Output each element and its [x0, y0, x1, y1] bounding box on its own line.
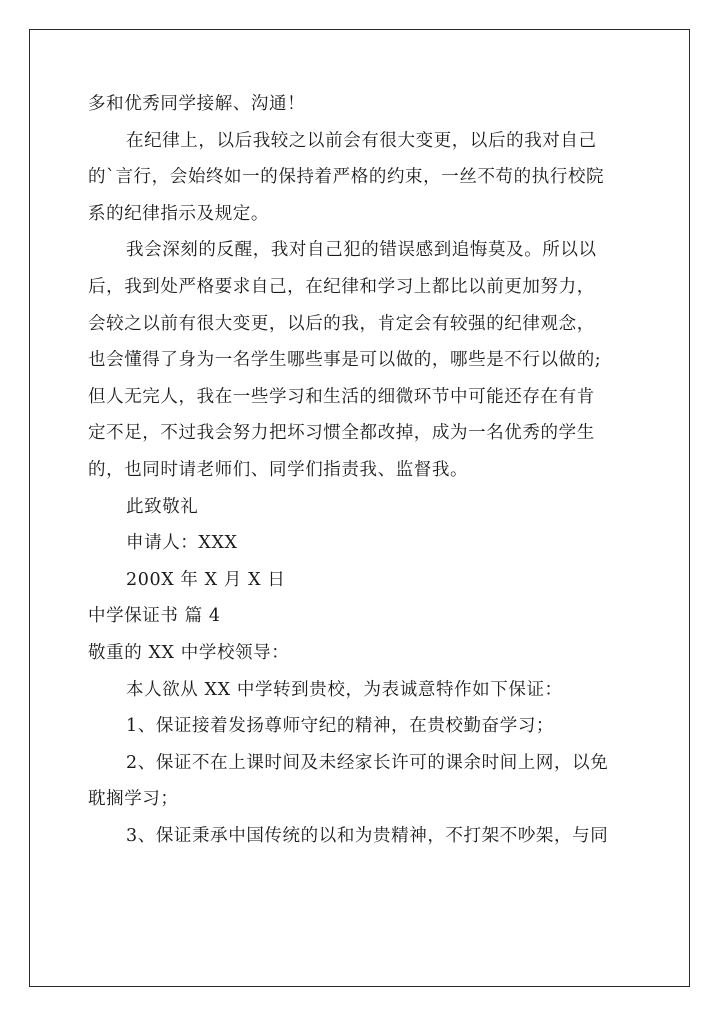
- pledge-item: 2、保证不在上课时间及未经家长许可的课余时间上网，以免: [126, 752, 609, 773]
- text-line: 在纪律上，以后我较之以前会有很大变更，以后的我对自己: [126, 130, 597, 151]
- closing-salutation: 此致敬礼: [126, 496, 199, 517]
- text-line: 后，我到处严格要求自己，在纪律和学习上都比以前更加努力，: [88, 276, 595, 297]
- text-line: 的，也同时请老师们、同学们指责我、监督我。: [88, 459, 469, 480]
- text-line: 定不足，不过我会努力把坏习惯全都改掉，成为一名优秀的学生: [88, 423, 595, 444]
- section-heading: 中学保证书 篇 4: [88, 606, 221, 627]
- text-line: 耽搁学习；: [88, 789, 179, 810]
- text-line: 我会深刻的反醒，我对自己犯的错误感到追悔莫及。所以以: [126, 240, 597, 261]
- document-body: [88, 86, 636, 854]
- pledge-item: 1、保证接着发扬尊师守纪的精神，在贵校勤奋学习；: [126, 716, 555, 737]
- greeting: 敬重的 XX 中学校领导：: [88, 642, 290, 663]
- pledge-item: 3、保证秉承中国传统的以和为贵精神，不打架不吵架，与同: [126, 825, 609, 846]
- text-line: 多和优秀同学接解、沟通！: [88, 94, 306, 114]
- text-line: 系的纪律指示及规定。: [88, 203, 269, 224]
- text-line: 会较之以前有很大变更，以后的我，肯定会有较强的纪律观念，: [88, 313, 595, 334]
- text-line: 的`言行，会始终如一的保持着严格的约束，一丝不苟的执行校院: [88, 167, 605, 188]
- applicant-signature: 申请人：XXX: [126, 533, 238, 554]
- text-line: 也会懂得了身为一名学生哪些事是可以做的，哪些是不行以做的;: [88, 350, 602, 371]
- text-line: 本人欲从 XX 中学转到贵校，为表诚意特作如下保证：: [126, 679, 563, 700]
- text-line: 但人无完人，我在一些学习和生活的细微环节中可能还存在有肯: [88, 386, 595, 407]
- document-date: 200X 年 X 月 X 日: [126, 569, 286, 590]
